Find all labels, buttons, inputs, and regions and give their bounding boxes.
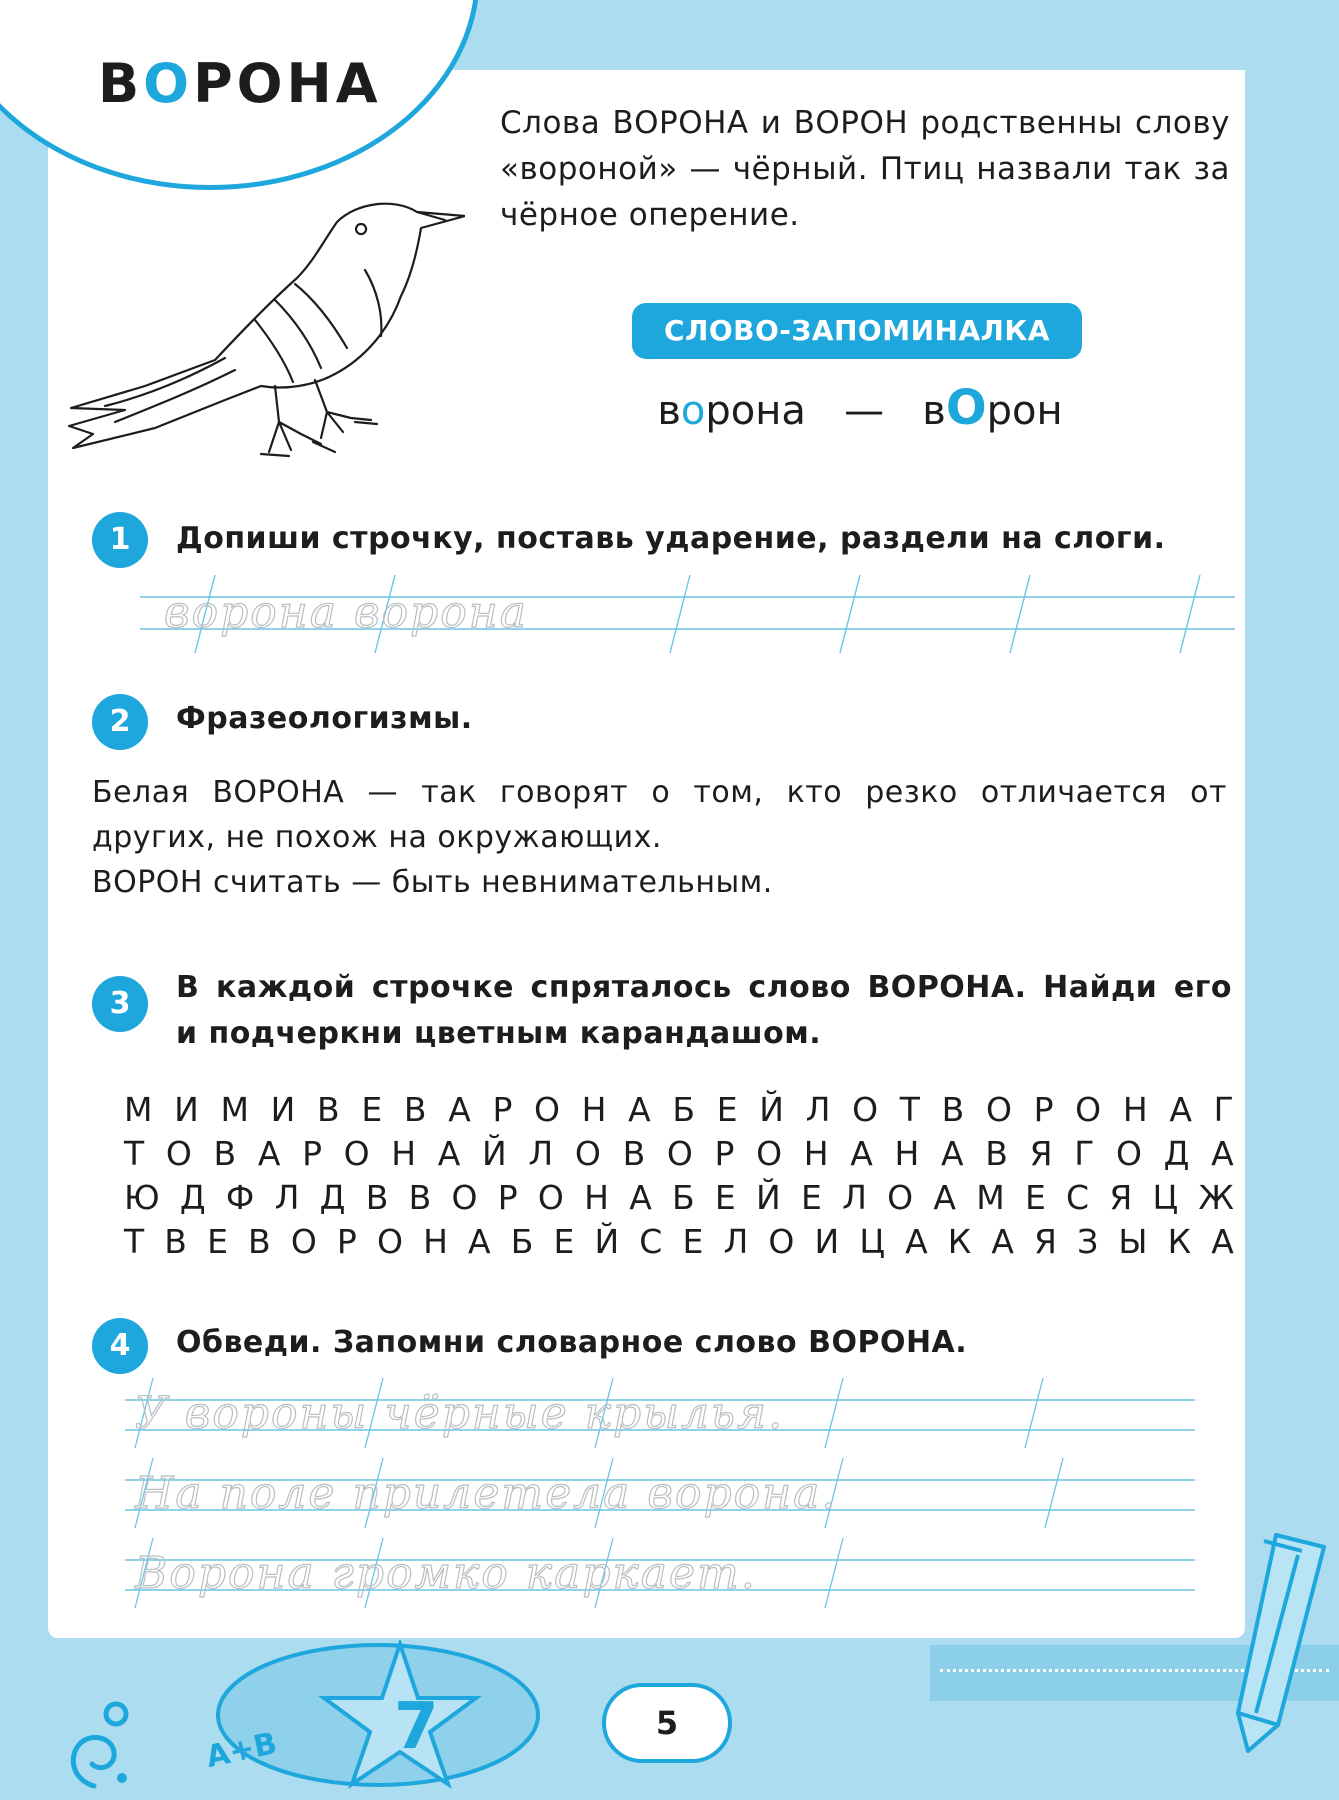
grid-letter[interactable]: М [976,1178,1005,1217]
grid-letter[interactable]: А [933,1178,956,1217]
grid-letter[interactable]: И [270,1090,296,1129]
trace-text: У вороны чёрные крылья. [135,1388,785,1439]
grid-letter[interactable]: О [534,1090,560,1129]
grid-letter[interactable]: С [639,1222,663,1261]
crow-illustration [65,190,465,480]
trace-text: На поле прилетела ворона. [135,1468,838,1519]
grid-letter[interactable]: О [852,1090,879,1129]
grid-letter[interactable]: О [985,1090,1012,1129]
grid-letter[interactable]: Е [207,1222,228,1261]
grid-letter[interactable]: Т [899,1090,920,1129]
task-instruction-3-line2: и подчеркни цветным карандашом. [176,1016,822,1051]
grid-letter[interactable]: Л [528,1134,554,1173]
grid-letter[interactable]: Р [492,1090,513,1129]
task-number-1: 1 [92,512,148,568]
grid-letter[interactable]: В [248,1222,271,1261]
grid-letter[interactable]: Д [179,1178,206,1217]
grid-letter[interactable]: Т [124,1222,145,1261]
trace-text: ворона ворона [164,587,528,638]
task-instruction-1: Допиши строчку, поставь ударение, раздели на слоги. [176,521,1166,556]
grid-letter[interactable]: Н [391,1134,417,1173]
grid-letter[interactable]: Ы [1118,1222,1148,1261]
grid-letter[interactable]: Г [1213,1090,1234,1129]
grid-letter[interactable]: Е [553,1222,575,1261]
grid-letter[interactable]: А [628,1090,651,1129]
grid-letter[interactable]: А [1211,1222,1234,1261]
writing-line-task1[interactable] [140,575,1235,655]
grid-letter[interactable]: Ю [124,1178,160,1217]
formula-decoration: A+B [203,1725,281,1776]
task-instruction-3-line1: В каждой строчке спряталось слово ВОРОНА. Найди его [176,970,1232,1005]
grid-letter[interactable]: В [408,1178,432,1217]
writing-lines-task4[interactable] [125,1378,1195,1618]
grid-letter[interactable]: О [451,1178,478,1217]
grid-letter[interactable]: Р [302,1134,322,1173]
grid-letter[interactable]: Б [510,1222,534,1261]
phraseology-text [92,770,1227,905]
task-instruction-3 [176,965,1232,1057]
grid-letter[interactable]: О [343,1134,370,1173]
grid-letter[interactable]: Й [756,1178,781,1217]
accent-letter: О [945,380,987,436]
grid-letter[interactable]: В [213,1134,237,1173]
grid-letter[interactable]: Р [714,1134,735,1173]
grid-letter[interactable]: Р [497,1178,518,1217]
grid-letter[interactable]: Б [672,1178,695,1217]
grid-letter[interactable]: В [317,1090,340,1129]
grid-letter[interactable]: К [947,1222,972,1261]
grid-letter[interactable]: О [165,1134,192,1173]
phrase-line: Белая ВОРОНА — так говорят о том, кто резко отличается от [92,775,1227,810]
grid-letter[interactable]: Е [714,1178,736,1217]
grid-letter[interactable]: Г [1074,1134,1095,1173]
grid-letter[interactable]: Н [803,1134,829,1173]
letter-row[interactable] [124,1220,1234,1264]
task-instruction-2: Фразеологизмы. [176,701,473,736]
grid-letter[interactable]: Й [594,1222,620,1261]
title-accent-letter: О [143,52,194,115]
grid-letter[interactable]: А [991,1222,1014,1261]
accent-letter: о [680,388,706,434]
grid-letter[interactable]: Й [759,1090,784,1129]
letter-grid [124,1088,1234,1264]
task-number-3: 3 [92,976,148,1032]
grid-letter[interactable]: И [174,1090,199,1129]
grid-letter[interactable]: Л [274,1178,300,1217]
grid-letter[interactable]: О [574,1134,601,1173]
grid-letter[interactable]: В [164,1222,187,1261]
grid-letter[interactable]: Б [672,1090,696,1129]
grid-letter[interactable]: Р [336,1222,357,1261]
letter-row[interactable] [124,1176,1234,1220]
grid-letter[interactable]: Я [1034,1222,1057,1261]
grid-letter[interactable]: В [365,1178,389,1217]
grid-letter[interactable]: О [666,1134,693,1173]
grid-letter[interactable]: О [290,1222,317,1261]
grid-letter[interactable]: А [941,1134,964,1173]
grid-letter[interactable]: М [220,1090,249,1129]
phrase-line: ВОРОН считать — быть невнимательным. [92,865,773,900]
memo-word-pair: ворона — вОрон [657,380,1063,436]
star-digit: 7 [394,1690,439,1764]
grid-letter[interactable]: Н [584,1178,609,1217]
task-instruction-4: Обведи. Запомни словарное слово ВОРОНА. [176,1325,968,1360]
grid-letter[interactable]: Д [1163,1134,1190,1173]
grid-letter[interactable]: Ц [1152,1178,1179,1217]
grid-letter[interactable]: Р [1033,1090,1054,1129]
grid-letter[interactable]: М [124,1090,153,1129]
grid-letter[interactable]: О [887,1178,914,1217]
grid-letter[interactable]: Ж [1198,1178,1234,1217]
letter-row[interactable] [124,1132,1234,1176]
grid-letter[interactable]: В [622,1134,646,1173]
grid-letter[interactable]: О [1075,1090,1102,1129]
grid-letter[interactable]: Ц [859,1222,885,1261]
swirl-icon [64,1690,134,1790]
grid-letter[interactable]: Н [423,1222,448,1261]
page-title: ВОРОНА [98,52,382,115]
grid-letter[interactable]: Е [1024,1178,1046,1217]
grid-letter[interactable]: Л [723,1222,749,1261]
letter-row[interactable] [124,1088,1234,1132]
grid-letter[interactable]: З [1077,1222,1099,1261]
grid-letter[interactable]: Е [682,1222,704,1261]
grid-letter[interactable]: В [985,1134,1008,1173]
grid-letter[interactable]: Н [1122,1090,1148,1129]
grid-letter[interactable]: Т [124,1134,145,1173]
grid-letter[interactable]: А [905,1222,928,1261]
grid-letter[interactable]: Я [1029,1134,1053,1173]
intro-text: Слова ВОРОНА и ВОРОН родственны слову «вороной» — чёрный. Птиц назвали так за чёрное оперение. [500,105,1230,233]
task-number-4: 4 [92,1318,148,1374]
grid-letter[interactable]: А [1211,1134,1234,1173]
grid-letter[interactable]: Н [581,1090,607,1129]
phrase-line: других, не похож на окружающих. [92,820,662,855]
grid-letter[interactable]: Е [361,1090,383,1129]
pencil-icon [1218,1525,1338,1755]
grid-letter[interactable]: А [257,1134,281,1173]
grid-letter[interactable]: Й [482,1134,507,1173]
page-number: 5 [602,1683,732,1763]
task-number-2: 2 [92,694,148,750]
grid-letter[interactable]: Л [842,1178,867,1217]
grid-letter[interactable]: В [403,1090,427,1129]
grid-letter[interactable]: О [376,1222,403,1261]
grid-letter[interactable]: А [448,1090,471,1129]
grid-letter[interactable]: А [437,1134,461,1173]
memo-word-badge: СЛОВО-ЗАПОМИНАЛКА [632,303,1082,359]
grid-letter[interactable]: В [941,1090,965,1129]
grid-letter[interactable]: Е [800,1178,822,1217]
grid-letter[interactable]: А [629,1178,652,1217]
grid-letter[interactable]: А [850,1134,873,1173]
grid-letter[interactable]: А [1169,1090,1192,1129]
grid-letter[interactable]: О [1116,1134,1142,1173]
grid-letter[interactable]: О [768,1222,795,1261]
grid-letter[interactable]: О [537,1178,564,1217]
grid-letter[interactable]: Е [716,1090,738,1129]
grid-letter[interactable]: И [814,1222,840,1261]
grid-letter[interactable]: Н [894,1134,920,1173]
grid-letter[interactable]: О [756,1134,783,1173]
star-ellipse-decoration [208,1640,548,1790]
grid-letter[interactable]: Ф [225,1178,255,1217]
grid-letter[interactable]: Д [319,1178,346,1217]
grid-letter[interactable]: А [468,1222,491,1261]
grid-letter[interactable]: С [1066,1178,1090,1217]
grid-letter[interactable]: Я [1109,1178,1133,1217]
trace-text: Ворона громко каркает. [135,1548,757,1599]
grid-letter[interactable]: Л [805,1090,831,1129]
grid-letter[interactable]: К [1167,1222,1192,1261]
